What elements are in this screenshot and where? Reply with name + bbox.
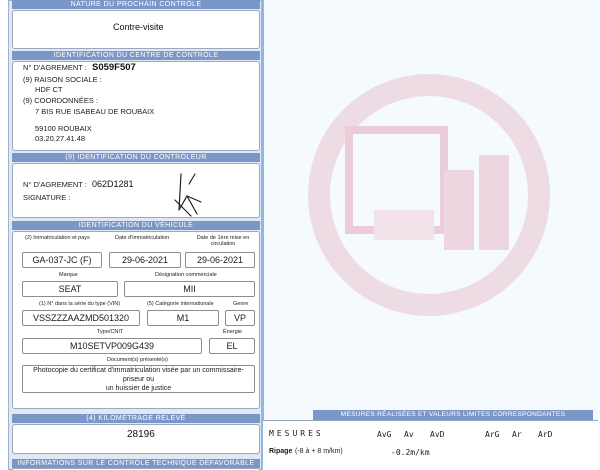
- mileage-box: [12, 424, 260, 454]
- documents-box: [22, 365, 255, 393]
- documents-line1: Photocopie du certificat d'immatriculation visée par un commissaire-priseur ou: [33, 366, 244, 383]
- measures-box: [263, 420, 598, 470]
- center-box: [12, 61, 260, 151]
- type-value: M10SETVP009G439: [22, 338, 202, 354]
- genre-value: VP: [225, 310, 255, 326]
- vehicle-box: [12, 231, 260, 409]
- type-label: Type/CNIT: [97, 329, 124, 335]
- phone-number: 03.20.27.41.48: [35, 134, 86, 143]
- vehicle-header: IDENTIFICATION DU VÉHICULE: [12, 221, 260, 230]
- mileage-header: (4) KILOMÉTRAGE RELEVÉ: [12, 414, 260, 423]
- col-av: Av: [404, 430, 414, 439]
- controller-box: [12, 163, 260, 218]
- signature-label: SIGNATURE :: [23, 193, 71, 202]
- ripage-range: (-8 à + 8 m/km): [295, 448, 343, 455]
- vin-label: (1) N° dans la série du type (VIN): [39, 301, 121, 307]
- date-immat-label: Date d'immatriculation: [115, 235, 170, 241]
- next-control-header: NATURE DU PROCHAIN CONTRÔLE: [12, 0, 260, 9]
- center-header: IDENTIFICATION DU CENTRE DE CONTRÔLE: [12, 51, 260, 60]
- energie-label: Énergie: [223, 329, 242, 335]
- documents-line2: un huissier de justice: [105, 384, 172, 392]
- marque-value: SEAT: [22, 281, 118, 297]
- ripage-value: -0.2m/km: [391, 448, 430, 457]
- right-panel: [262, 0, 600, 470]
- date-immat-value: 29-06-2021: [109, 252, 181, 268]
- measures-header: MESURES RÉALISÉES ET VALEURS LIMITES CORRESPONDANTES: [313, 410, 593, 420]
- col-arg: ArG: [485, 430, 500, 439]
- vin-value: VSSZZZAAZMD501320: [22, 310, 140, 326]
- date-first-label: Date de 1ère mise en circulation: [196, 235, 250, 247]
- immat-label: (2) Immatriculation et pays: [25, 235, 90, 241]
- col-ar: Ar: [512, 430, 522, 439]
- col-ard: ArD: [538, 430, 553, 439]
- col-avd: AvD: [430, 430, 445, 439]
- categorie-label: (5) Catégorie internationale: [147, 301, 214, 307]
- genre-label: Genre: [233, 301, 249, 307]
- controller-header: (9) IDENTIFICATION DU CONTRÔLEUR: [12, 153, 260, 162]
- center-agrement-value: S059F507: [92, 62, 136, 73]
- categorie-value: M1: [147, 310, 219, 326]
- documents-label: Document(s) présenté(s): [107, 357, 168, 363]
- controller-agrement-value: 062D1281: [92, 179, 134, 189]
- raison-sociale-label: (9) RAISON SOCIALE :: [23, 75, 102, 84]
- watermark-logo: [294, 60, 564, 330]
- designation-label: Désignation commerciale: [155, 272, 217, 278]
- controller-agrement-label: N° D'AGREMENT :: [23, 180, 87, 189]
- address-line1: 7 BIS RUE ISABEAU DE ROUBAIX: [35, 107, 155, 116]
- ripage-label: Ripage: [269, 448, 293, 455]
- center-agrement-label: N° D'AGREMENT :: [23, 63, 87, 72]
- next-control-value: Contre-visite: [113, 22, 164, 32]
- energie-value: EL: [209, 338, 255, 354]
- marque-label: Marque: [59, 272, 78, 278]
- designation-value: MII: [124, 281, 255, 297]
- measures-title: MESURES: [269, 429, 324, 438]
- date-first-value: 29-06-2021: [185, 252, 255, 268]
- col-avg: AvG: [377, 430, 392, 439]
- immat-value: GA-037-JC (F): [22, 252, 102, 268]
- address-line2: 59100 ROUBAIX: [35, 124, 92, 133]
- next-control-box: [12, 10, 260, 49]
- signature-graphic: [167, 170, 207, 218]
- defects-header: INFORMATIONS SUR LE CONTRÔLE TECHNIQUE DÉFAVORABLE: [12, 459, 260, 468]
- coordonnees-label: (9) COORDONNÉES :: [23, 96, 99, 105]
- mileage-value: 28196: [127, 429, 155, 440]
- raison-sociale-value: HDF CT: [35, 85, 63, 94]
